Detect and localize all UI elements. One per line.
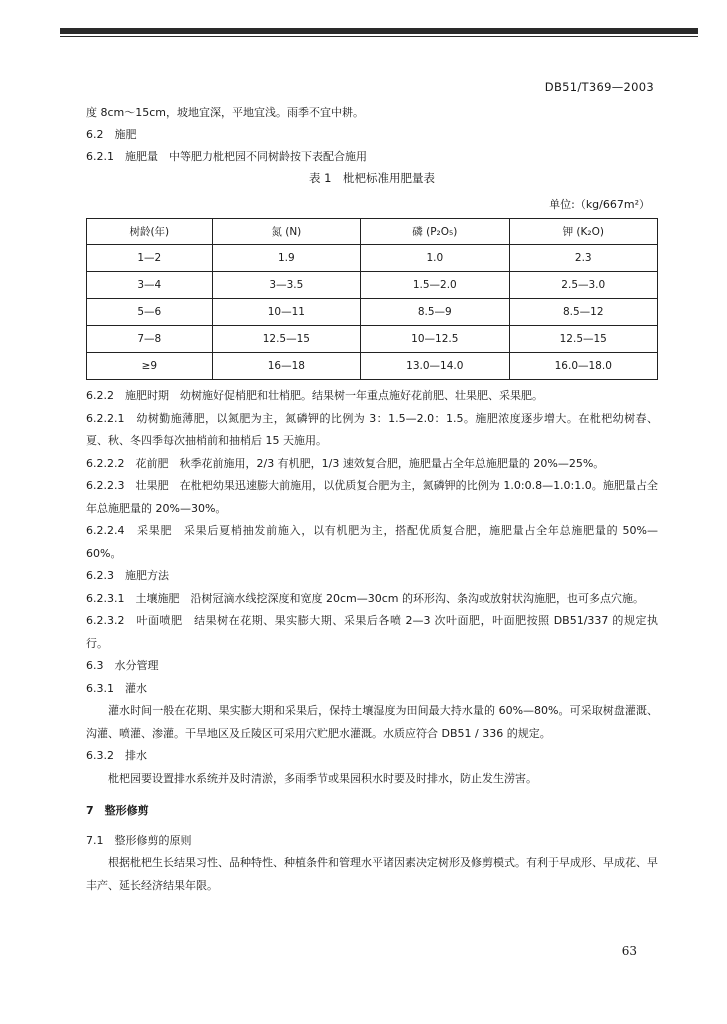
section-heading: 7.1 整形修剪的原则 <box>86 834 192 847</box>
paragraph: 6.3.2 排水 <box>86 749 147 762</box>
table-row <box>87 353 658 380</box>
paragraph: 6.2.3 施肥方法 <box>86 569 169 582</box>
table-row <box>87 326 658 353</box>
table-cell: 12.5—15 <box>212 326 360 353</box>
table-cell: 1—2 <box>87 245 213 272</box>
paragraph: 6.2.2.4 采果肥 采果后夏梢抽发前施入，以有机肥为主，搭配优质复合肥，施肥量占全年总施肥量的 50%—60%。 <box>86 524 658 560</box>
paragraph: 6.3 水分管理 <box>86 659 159 672</box>
text-line: 度 8cm～15cm，坡地宜深，平地宜浅。雨季不宜中耕。 <box>86 106 365 119</box>
table-cell: 1.5—2.0 <box>361 272 509 299</box>
table-cell: 10—12.5 <box>361 326 509 353</box>
paragraph: 6.2.2 施肥时期 幼树施好促梢肥和壮梢肥。结果树一年重点施好花前肥、壮果肥、采果肥。 <box>86 389 543 402</box>
paragraph: 6.2.2.2 花前肥 秋季花前施用，2/3 有机肥，1/3 速效复合肥，施肥量占全年总施肥量的 20%—25%。 <box>86 456 605 470</box>
table-row <box>87 299 658 326</box>
table-cell: 7—8 <box>87 326 213 353</box>
table-cell: 8.5—12 <box>509 299 657 326</box>
table-cell: 1.9 <box>212 245 360 272</box>
table-header-cell: 钾 (K₂O) <box>509 219 657 245</box>
table-header-cell: 氮 (N) <box>212 219 360 245</box>
paragraph: 6.3.1 灌水 <box>86 681 147 695</box>
paragraph: 6.2.2.1 幼树勤施薄肥，以氮肥为主，氮磷钾的比例为 3：1.5—2.0：1.5。施肥浓度逐步增大。在枇杷幼树春、夏、秋、冬四季每次抽梢前和抽梢后 15 天施用。 <box>86 411 658 447</box>
paragraph: 6.2.3.1 土壤施肥 沿树冠滴水线挖深度和宽度 20cm—30cm 的环形沟、条沟或放射状沟施肥，也可多点穴施。 <box>86 591 644 605</box>
table-cell: 1.0 <box>361 245 509 272</box>
table-cell: ≥9 <box>87 353 213 380</box>
table-cell: 8.5—9 <box>361 299 509 326</box>
table-cell: 16—18 <box>212 353 360 380</box>
table-cell: 10—11 <box>212 299 360 326</box>
table-unit: 单位:（kg/667m²） <box>549 198 650 211</box>
table-cell: 2.3 <box>509 245 657 272</box>
table-cell: 3—3.5 <box>212 272 360 299</box>
table-row <box>87 245 658 272</box>
section-heading: 6.2 施肥 <box>86 128 137 141</box>
paragraph: 灌水时间一般在花期、果实膨大期和采果后，保持土壤湿度为田间最大持水量的 60%—80%。可采取树盘灌溉、沟灌、喷灌、渗灌。干旱地区及丘陵区可采用穴贮肥水灌溉。水质应符合 DB51 / 336 的规定。 <box>86 704 658 740</box>
paragraph: 枇杷园要设置排水系统并及时清淤，多雨季节或果园积水时要及时排水，防止发生涝害。 <box>108 771 537 785</box>
table-caption: 表 1 枇杷标准用肥量表 <box>309 171 435 185</box>
fertilizer-table <box>86 218 658 380</box>
paragraph: 6.2.2.3 壮果肥 在枇杷幼果迅速膨大前施用，以优质复合肥为主，氮磷钾的比例为 1.0:0.8—1.0:1.0。施肥量占全年总施肥量的 20%—30%。 <box>86 479 658 515</box>
table-cell: 2.5—3.0 <box>509 272 657 299</box>
paragraph: 6.2.3.2 叶面喷肥 结果树在花期、果实膨大期、采果后各喷 2—3 次叶面肥，叶面肥按照 DB51/337 的规定执行。 <box>86 614 658 650</box>
text-line: 6.2.1 施肥量 中等肥力枇杷园不同树龄按下表配合施用 <box>86 150 367 163</box>
table-cell: 12.5—15 <box>509 326 657 353</box>
header-rule-thin <box>60 36 698 37</box>
paragraph: 根据枇杷生长结果习性、品种特性、种植条件和管理水平诸因素决定树形及修剪模式。有利于早成形、早成花、早丰产、延长经济结果年限。 <box>86 856 658 892</box>
page-content <box>86 102 658 897</box>
body-text <box>86 385 658 790</box>
table-cell: 13.0—14.0 <box>361 353 509 380</box>
table-cell: 5—6 <box>87 299 213 326</box>
table-header-row <box>87 219 658 245</box>
page-number: 63 <box>621 944 637 958</box>
section-heading: 7 整形修剪 <box>86 804 149 817</box>
table-cell: 16.0—18.0 <box>509 353 657 380</box>
table-header-cell: 树龄(年) <box>87 219 213 245</box>
table-cell: 3—4 <box>87 272 213 299</box>
header-rule <box>60 28 698 34</box>
table-header-cell: 磷 (P₂O₅) <box>361 219 509 245</box>
table-row <box>87 272 658 299</box>
doc-code: DB51/T369—2003 <box>544 80 654 94</box>
